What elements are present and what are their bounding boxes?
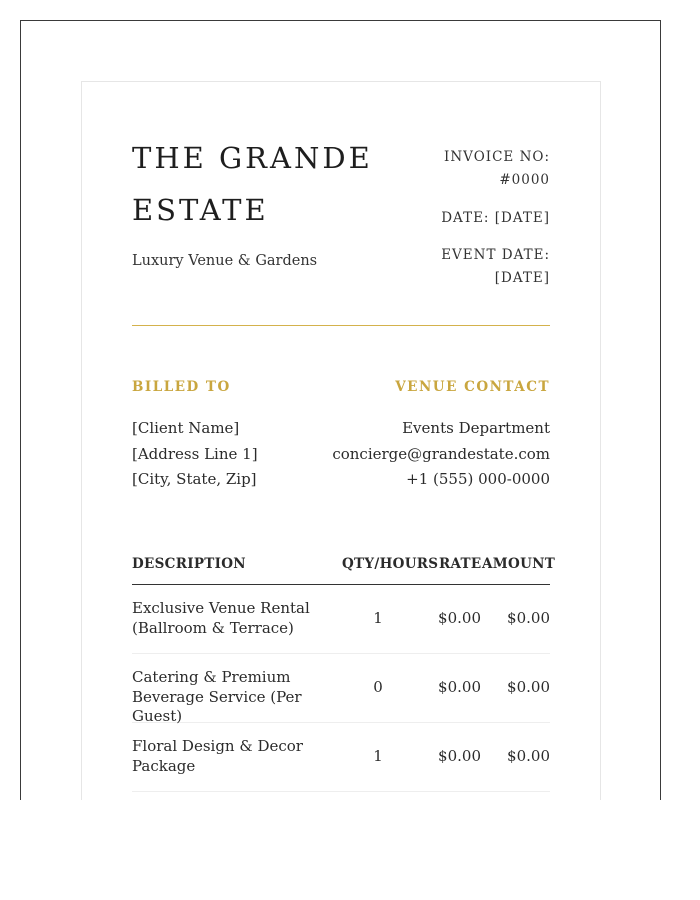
client-city-line: [City, State, Zip] (132, 470, 257, 488)
venue-contact-details (332, 416, 550, 493)
client-name: [Client Name] (132, 419, 240, 437)
brand-tagline: Luxury Venue & Gardens (132, 253, 318, 269)
client-address-line: [Address Line 1] (132, 444, 258, 463)
column-header-rate: RATE (439, 556, 482, 572)
item-description: Exclusive Venue Rental (Ballroom & Terrace) (132, 599, 310, 637)
table-row (132, 654, 550, 723)
line-items (132, 585, 550, 792)
venue-department: Events Department (402, 419, 550, 437)
item-amount: $0.00 (507, 747, 550, 765)
invoice-number-value: #0000 (499, 172, 550, 188)
invoice-date: DATE: [DATE] (441, 210, 550, 226)
brand-title: THE GRANDE ESTATE (132, 141, 373, 227)
item-amount: $0.00 (507, 678, 550, 696)
event-date-block (420, 244, 550, 290)
item-rate: $0.00 (438, 678, 481, 696)
line-items-header (132, 556, 556, 585)
table-row (132, 723, 550, 792)
item-qty: 1 (373, 609, 383, 627)
item-description: Floral Design & Decor Package (132, 737, 303, 775)
billed-to-heading: BILLED TO (132, 379, 231, 395)
event-date-value: [DATE] (494, 270, 550, 286)
item-amount: $0.00 (507, 609, 550, 627)
column-header-amount: AMOUNT (482, 556, 556, 572)
column-header-description: DESCRIPTION (132, 556, 246, 572)
header-divider (132, 325, 550, 326)
invoice-number-block (420, 146, 550, 192)
item-rate: $0.00 (438, 609, 481, 627)
billed-to-address (132, 416, 258, 493)
event-date-label: EVENT DATE: (441, 247, 550, 263)
venue-contact-heading: VENUE CONTACT (395, 379, 550, 395)
invoice-number-label: INVOICE NO: (444, 149, 550, 165)
item-rate: $0.00 (438, 747, 481, 765)
table-row (132, 585, 550, 654)
item-qty: 0 (373, 678, 383, 696)
column-header-qty: QTY/HOURS (342, 556, 439, 572)
item-description: Catering & Premium Beverage Service (Per Guest) (132, 668, 302, 725)
item-qty: 1 (373, 747, 383, 765)
venue-phone: +1 (555) 000-0000 (406, 470, 550, 488)
venue-email: concierge@grandestate.com (332, 444, 550, 463)
